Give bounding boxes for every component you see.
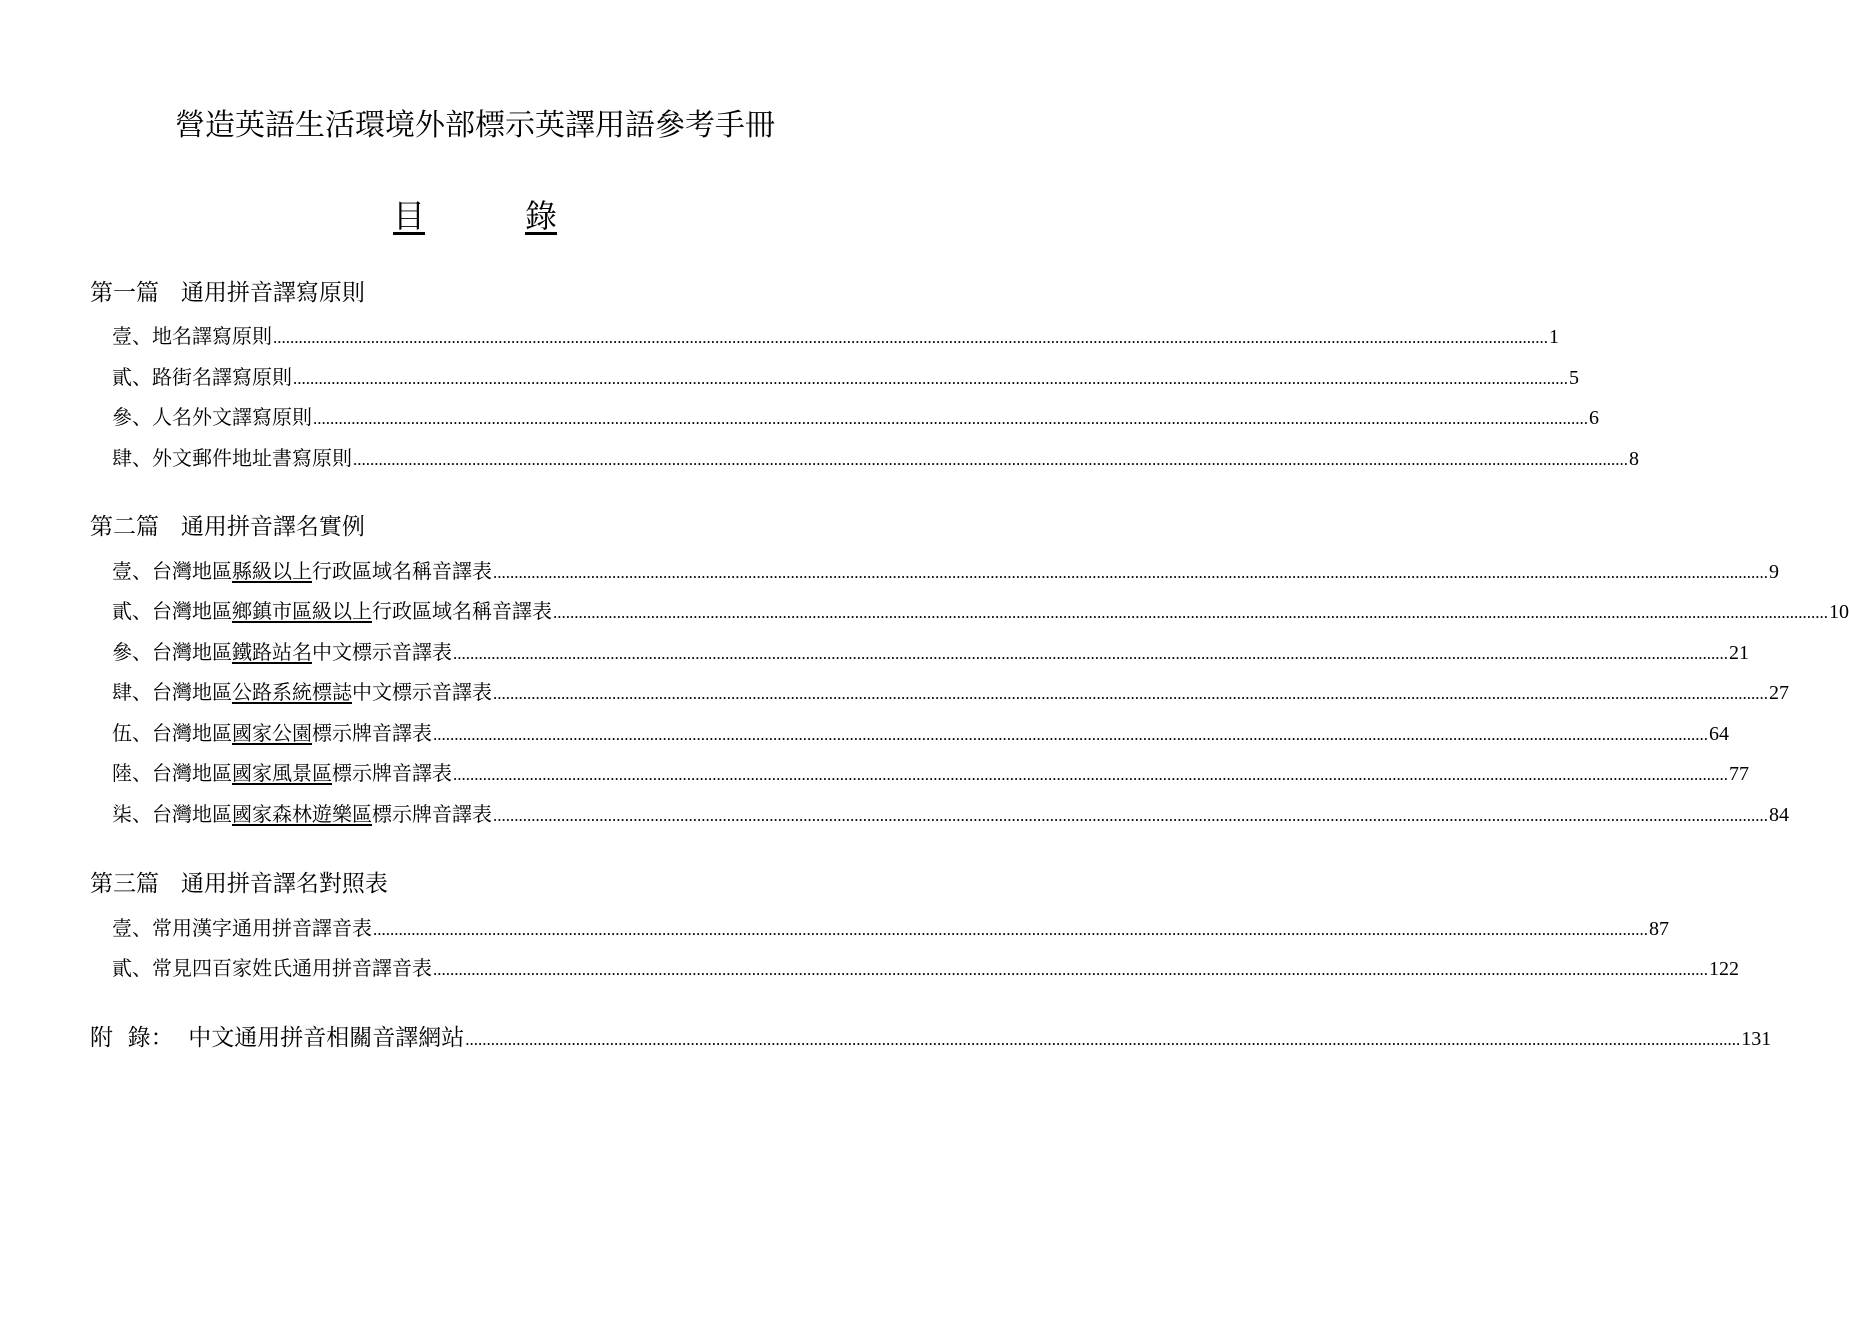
entry-page: 8 (1629, 448, 1639, 470)
entry-page: 84 (1769, 804, 1789, 826)
leader-dots: ............................................................................................................................................................................................................................................................................................................ (433, 725, 1708, 744)
entry-prefix: 壹、台灣地區 (112, 559, 232, 583)
entry-suffix: 標示牌音譯表 (312, 721, 432, 745)
entry-label (112, 719, 432, 747)
entry-prefix: 柒、台灣地區 (112, 802, 232, 826)
part-3-title: 第三篇 通用拼音譯名對照表 (90, 871, 388, 897)
entry-suffix: 行政區域名稱音譯表 (372, 599, 552, 623)
entry-label: 壹、地名譯寫原則 (112, 324, 272, 348)
leader-dots: ............................................................................................................................................................................................................................................................................................................ (453, 644, 1728, 663)
entry-prefix: 參、台灣地區 (112, 640, 232, 664)
entry-suffix: 行政區域名稱音譯表 (312, 559, 492, 583)
leader-dots: ............................................................................................................................................................................................................................................................................................................ (453, 765, 1728, 784)
entry-underlined-term: 國家風景區 (232, 761, 332, 785)
entry-underlined-term: 國家森林遊樂區 (232, 802, 372, 826)
toc-heading-right: 錄 (525, 197, 558, 235)
entry-label: 肆、外文郵件地址書寫原則 (112, 446, 352, 470)
entry-page: 1 (1549, 326, 1559, 348)
entry-label (112, 597, 552, 625)
entry-page: 21 (1729, 642, 1749, 664)
toc-entry[interactable] (112, 759, 1749, 789)
leader-dots: ............................................................................................................................................................................................................................................................................................................ (493, 684, 1768, 703)
leader-dots: ............................................................................................................................................................................................................................................................................................................ (353, 450, 1628, 469)
entry-prefix: 貳、台灣地區 (112, 599, 232, 623)
leader-dots: ............................................................................................................................................................................................................................................................................................................ (373, 920, 1648, 939)
appendix-entry[interactable] (90, 1022, 1772, 1056)
entry-prefix: 伍、台灣地區 (112, 721, 232, 745)
entry-underlined-term: 鄉鎮市區級以上 (232, 599, 372, 623)
entry-prefix: 陸、台灣地區 (112, 761, 232, 785)
toc-entry[interactable] (112, 403, 1599, 433)
entry-page: 87 (1649, 918, 1669, 940)
entry-suffix: 標示牌音譯表 (332, 761, 452, 785)
leader-dots: ............................................................................................................................................................................................................................................................................................................ (553, 603, 1828, 622)
entry-prefix: 肆、台灣地區 (112, 680, 232, 704)
entry-label: 貳、常見四百家姓氏通用拼音譯音表 (112, 956, 432, 980)
entry-page: 5 (1569, 367, 1579, 389)
toc-entry[interactable] (112, 914, 1669, 944)
toc-entry[interactable] (112, 363, 1579, 393)
toc-entry[interactable] (112, 800, 1789, 830)
toc-entry[interactable] (112, 597, 1849, 627)
entry-underlined-term: 縣級以上 (232, 559, 312, 583)
toc-entry[interactable] (112, 322, 1559, 352)
entry-page: 122 (1709, 958, 1739, 980)
appendix-page: 131 (1741, 1028, 1772, 1050)
entry-page: 6 (1589, 407, 1599, 429)
entry-label: 參、人名外文譯寫原則 (112, 405, 312, 429)
entry-label (112, 800, 492, 828)
toc-entry[interactable] (112, 444, 1639, 474)
entry-label (112, 678, 492, 706)
leader-dots: ............................................................................................................................................................................................................................................................................................................ (313, 409, 1588, 428)
entry-underlined-term: 國家公園 (232, 721, 312, 745)
leader-dots: ............................................................................................................................................................................................................................................................................................................ (293, 369, 1568, 388)
entry-label (112, 557, 492, 585)
entry-page: 9 (1769, 561, 1779, 583)
leader-dots: ............................................................................................................................................................................................................................................................................................................ (433, 960, 1708, 979)
entry-page: 64 (1709, 723, 1729, 745)
entry-underlined-term: 公路系統標誌 (232, 680, 352, 704)
toc-entry[interactable] (112, 954, 1739, 984)
toc-heading-left: 目 (392, 197, 425, 235)
entry-label: 貳、路街名譯寫原則 (112, 365, 292, 389)
entry-label (112, 638, 452, 666)
document-title: 營造英語生活環境外部標示英譯用語參考手冊 (175, 108, 775, 143)
leader-dots: ............................................................................................................................................................................................................................................................................................................ (465, 1030, 1741, 1049)
entry-page: 77 (1729, 763, 1749, 785)
entry-underlined-term: 鐵路站名 (232, 640, 312, 664)
toc-entry[interactable] (112, 557, 1779, 587)
leader-dots: ............................................................................................................................................................................................................................................................................................................ (273, 328, 1548, 347)
entry-label (112, 759, 452, 787)
toc-entry[interactable] (112, 678, 1789, 708)
appendix-label: 附 錄： 中文通用拼音相關音譯網站 (90, 1025, 465, 1051)
part-2-title: 第二篇 通用拼音譯名實例 (90, 514, 365, 540)
entry-suffix: 標示牌音譯表 (372, 802, 492, 826)
toc-heading (0, 192, 950, 240)
leader-dots: ............................................................................................................................................................................................................................................................................................................ (493, 806, 1768, 825)
toc-entry[interactable] (112, 638, 1749, 668)
entry-suffix: 中文標示音譯表 (352, 680, 492, 704)
entry-page: 10 (1829, 601, 1849, 623)
entry-suffix: 中文標示音譯表 (312, 640, 452, 664)
part-1-title: 第一篇 通用拼音譯寫原則 (90, 280, 365, 306)
entry-label: 壹、常用漢字通用拼音譯音表 (112, 916, 372, 940)
leader-dots: ............................................................................................................................................................................................................................................................................................................ (493, 563, 1768, 582)
entry-page: 27 (1769, 682, 1789, 704)
toc-entry[interactable] (112, 719, 1729, 749)
